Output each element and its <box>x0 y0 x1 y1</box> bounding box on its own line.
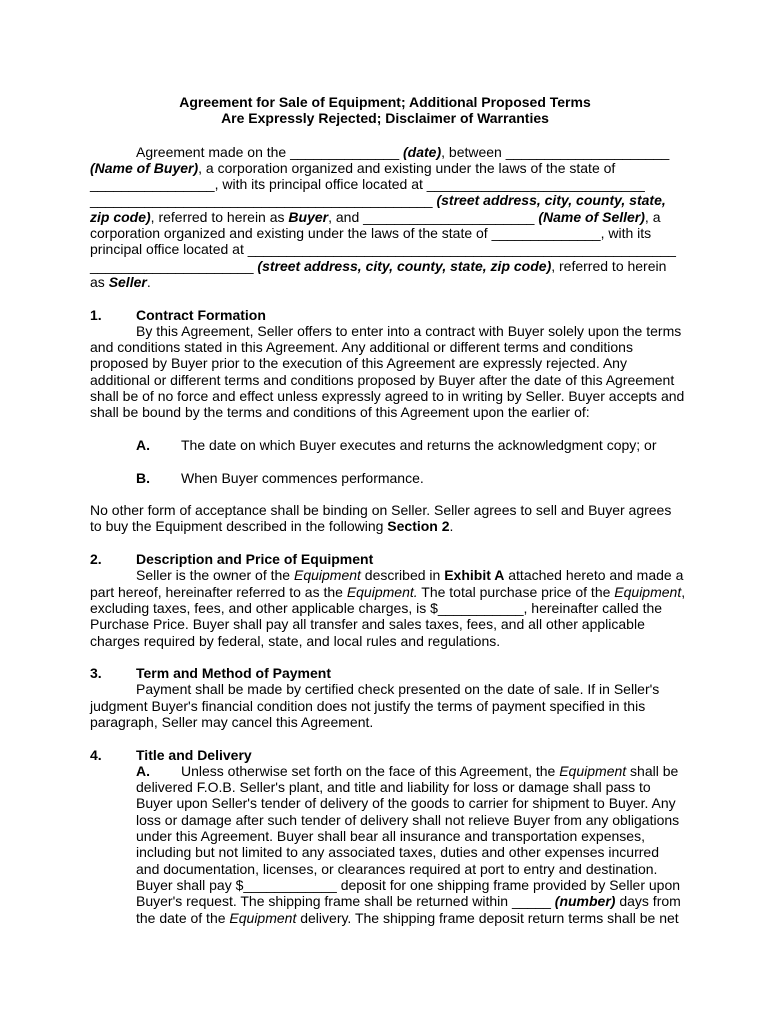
text-line <box>90 812 690 828</box>
text-line <box>90 844 690 860</box>
text-segment: Unless otherwise set forth on the face of this Agreement, the <box>181 762 560 779</box>
document-body <box>90 144 690 926</box>
text-segment: Buyer upon Seller's tender of delivery of the goods to carrier for shipment to Buyer. Any <box>136 795 676 812</box>
text-segment: proposed by Buyer prior to the execution of this Agreement are expressly rejected. Any <box>90 355 627 372</box>
emphasis-text: Buyer <box>288 208 329 225</box>
section-heading <box>90 665 690 681</box>
text-segment: shall be bound by the terms and conditions of this Agreement upon the earlier of: <box>90 404 590 421</box>
text-line <box>90 828 690 844</box>
list-item <box>90 470 690 486</box>
text-line <box>90 274 690 290</box>
text-segment: The total purchase price of the <box>417 583 615 600</box>
emphasis-text: Equipment <box>229 909 297 926</box>
text-line <box>90 225 690 241</box>
text-line <box>90 241 690 257</box>
text-segment: , between _____________________ <box>441 143 670 160</box>
blank-line <box>90 486 690 502</box>
text-line <box>90 795 690 811</box>
title-line-2: Are Expressly Rejected; Disclaimer of Warranties <box>221 110 549 127</box>
text-segment: described in <box>360 567 445 584</box>
section-number: 3. <box>90 665 102 682</box>
text-segment: ____________________________________________ <box>90 192 437 209</box>
text-segment: and conditions stated in this Agreement. Any additional or different terms and conditions <box>90 339 633 356</box>
text-segment: No other form of acceptance shall be binding on Seller. Seller agrees to sell and Buyer agrees <box>90 502 672 519</box>
text-line <box>90 209 690 225</box>
text-segment: When Buyer commences performance. <box>181 469 424 486</box>
text-line <box>90 877 690 893</box>
text-segment: Buyer's request. The shipping frame shall be returned within _____ <box>136 893 555 910</box>
list-item <box>90 437 690 453</box>
text-segment: additional or different terms and conditions proposed by Buyer after the date of this Agreement <box>90 371 675 388</box>
text-line <box>90 518 690 534</box>
text-line <box>90 192 690 208</box>
text-line <box>90 144 690 160</box>
text-segment: delivered F.O.B. Seller's plant, and title and liability for loss or damage shall pass to <box>136 779 651 796</box>
text-segment: , referred to herein as <box>150 208 289 225</box>
text-segment: Buyer shall pay $____________ deposit for one shipping frame provided by Seller upon <box>136 876 681 893</box>
text-segment: _____________________ <box>90 257 258 274</box>
text-line <box>90 355 690 371</box>
text-segment: , referred to herein <box>551 257 667 274</box>
text-segment: charges required by federal, state, and local rules and regulations. <box>90 632 501 649</box>
text-line <box>90 779 690 795</box>
list-item <box>90 763 690 779</box>
emphasis-text: zip code) <box>90 208 151 225</box>
text-line <box>90 584 690 600</box>
text-segment: . <box>449 518 454 535</box>
emphasis-text: (date) <box>403 143 442 160</box>
emphasis-text: Description and Price of Equipment <box>136 551 374 568</box>
section-heading <box>90 307 690 323</box>
text-segment: Agreement made on the ______________ <box>136 143 403 160</box>
text-line <box>90 567 690 583</box>
text-segment: . <box>146 273 151 290</box>
document-page <box>90 94 690 926</box>
emphasis-text: Exhibit A <box>444 567 505 584</box>
text-segment: and documentation, licenses, or clearances required at port to entry and destination. <box>136 860 658 877</box>
text-line <box>90 893 690 909</box>
emphasis-text: (Name of Seller) <box>538 208 645 225</box>
emphasis-text: (number) <box>554 893 616 910</box>
text-segment: The date on which Buyer executes and returns the acknowledgment copy; or <box>181 436 657 453</box>
text-segment: Payment shall be made by certified check presented on the date of sale. If in Seller's <box>136 681 660 698</box>
text-segment: By this Agreement, Seller offers to enter into a contract with Buyer solely upon the terms <box>136 322 682 339</box>
text-line <box>90 339 690 355</box>
emphasis-text: Section 2 <box>387 518 450 535</box>
text-segment: shall be <box>626 762 679 779</box>
text-segment: principal office located at _______________________________________________________ <box>90 241 676 258</box>
text-segment: shall be of no force and effect unless expressly agreed to in writing by Seller. Buyer accepts and <box>90 388 685 405</box>
text-segment: , and ______________________ <box>328 208 539 225</box>
text-segment: delivery. The shipping frame deposit return terms shall be net <box>296 909 679 926</box>
item-label: B. <box>136 469 150 486</box>
text-segment: Purchase Price. Buyer shall pay all transfer and sales taxes, fees, and all other applicable <box>90 616 645 633</box>
text-segment: as <box>90 273 109 290</box>
blank-line <box>90 649 690 665</box>
text-line <box>90 323 690 339</box>
document-title <box>80 94 690 127</box>
text-segment: excluding taxes, fees, and other applicable charges, is $___________, hereinafter called the <box>90 599 663 616</box>
text-line <box>90 714 690 730</box>
text-line <box>90 388 690 404</box>
emphasis-text: Equipment. <box>346 583 418 600</box>
blank-line <box>90 730 690 746</box>
text-segment: , <box>681 583 686 600</box>
text-segment: part hereof, hereinafter referred to as the <box>90 583 347 600</box>
text-segment: , a <box>644 208 661 225</box>
text-segment: ________________, with its principal office located at ____________________________ <box>90 176 645 193</box>
emphasis-text: (street address, city, county, state, <box>436 192 666 209</box>
section-number: 4. <box>90 746 102 763</box>
text-line <box>90 176 690 192</box>
blank-line <box>90 421 690 437</box>
text-line <box>90 600 690 616</box>
emphasis-text: Equipment <box>614 583 682 600</box>
text-segment: paragraph, Seller may cancel this Agreement. <box>90 713 374 730</box>
emphasis-text: Equipment <box>559 762 627 779</box>
text-line <box>90 404 690 420</box>
text-segment: attached hereto and made a <box>504 567 684 584</box>
emphasis-text: (street address, city, county, state, zip code) <box>257 257 552 274</box>
section-number: 2. <box>90 551 102 568</box>
title-line-1: Agreement for Sale of Equipment; Additional Proposed Terms <box>179 94 591 110</box>
blank-line <box>90 535 690 551</box>
text-line <box>90 372 690 388</box>
text-segment: days from <box>615 893 681 910</box>
text-segment: loss or damage after such tender of delivery shall not relieve Buyer from any obligations <box>136 811 680 828</box>
emphasis-text: Equipment <box>293 567 361 584</box>
text-line <box>90 616 690 632</box>
blank-line <box>90 290 690 306</box>
text-line <box>90 910 690 926</box>
text-line <box>90 633 690 649</box>
text-segment: , a corporation organized and existing under the laws of the state of <box>198 159 616 176</box>
text-segment: Seller is the owner of the <box>136 567 294 584</box>
text-line <box>90 258 690 274</box>
section-heading <box>90 551 690 567</box>
item-label: A. <box>136 436 150 453</box>
emphasis-text: Term and Method of Payment <box>136 665 331 682</box>
text-line <box>90 502 690 518</box>
text-segment: judgment Buyer's financial condition does not justify the terms of payment specified in this <box>90 697 646 714</box>
text-segment: including but not limited to any associated taxes, duties and other expenses incurred <box>136 844 659 861</box>
emphasis-text: Seller <box>108 273 147 290</box>
emphasis-text: Contract Formation <box>136 306 266 323</box>
item-label: A. <box>136 762 150 779</box>
text-segment: corporation organized and existing under the laws of the state of ______________, with its <box>90 225 652 242</box>
text-line <box>90 861 690 877</box>
text-segment: to buy the Equipment described in the following <box>90 518 388 535</box>
text-line <box>90 681 690 697</box>
emphasis-text: Title and Delivery <box>136 746 252 763</box>
text-line <box>90 160 690 176</box>
section-heading <box>90 747 690 763</box>
blank-line <box>90 453 690 469</box>
emphasis-text: (Name of Buyer) <box>90 159 199 176</box>
text-line <box>90 698 690 714</box>
text-segment: the date of the <box>136 909 230 926</box>
section-number: 1. <box>90 306 102 323</box>
text-segment: under this Agreement. Buyer shall bear all insurance and transportation expenses, <box>136 828 645 845</box>
